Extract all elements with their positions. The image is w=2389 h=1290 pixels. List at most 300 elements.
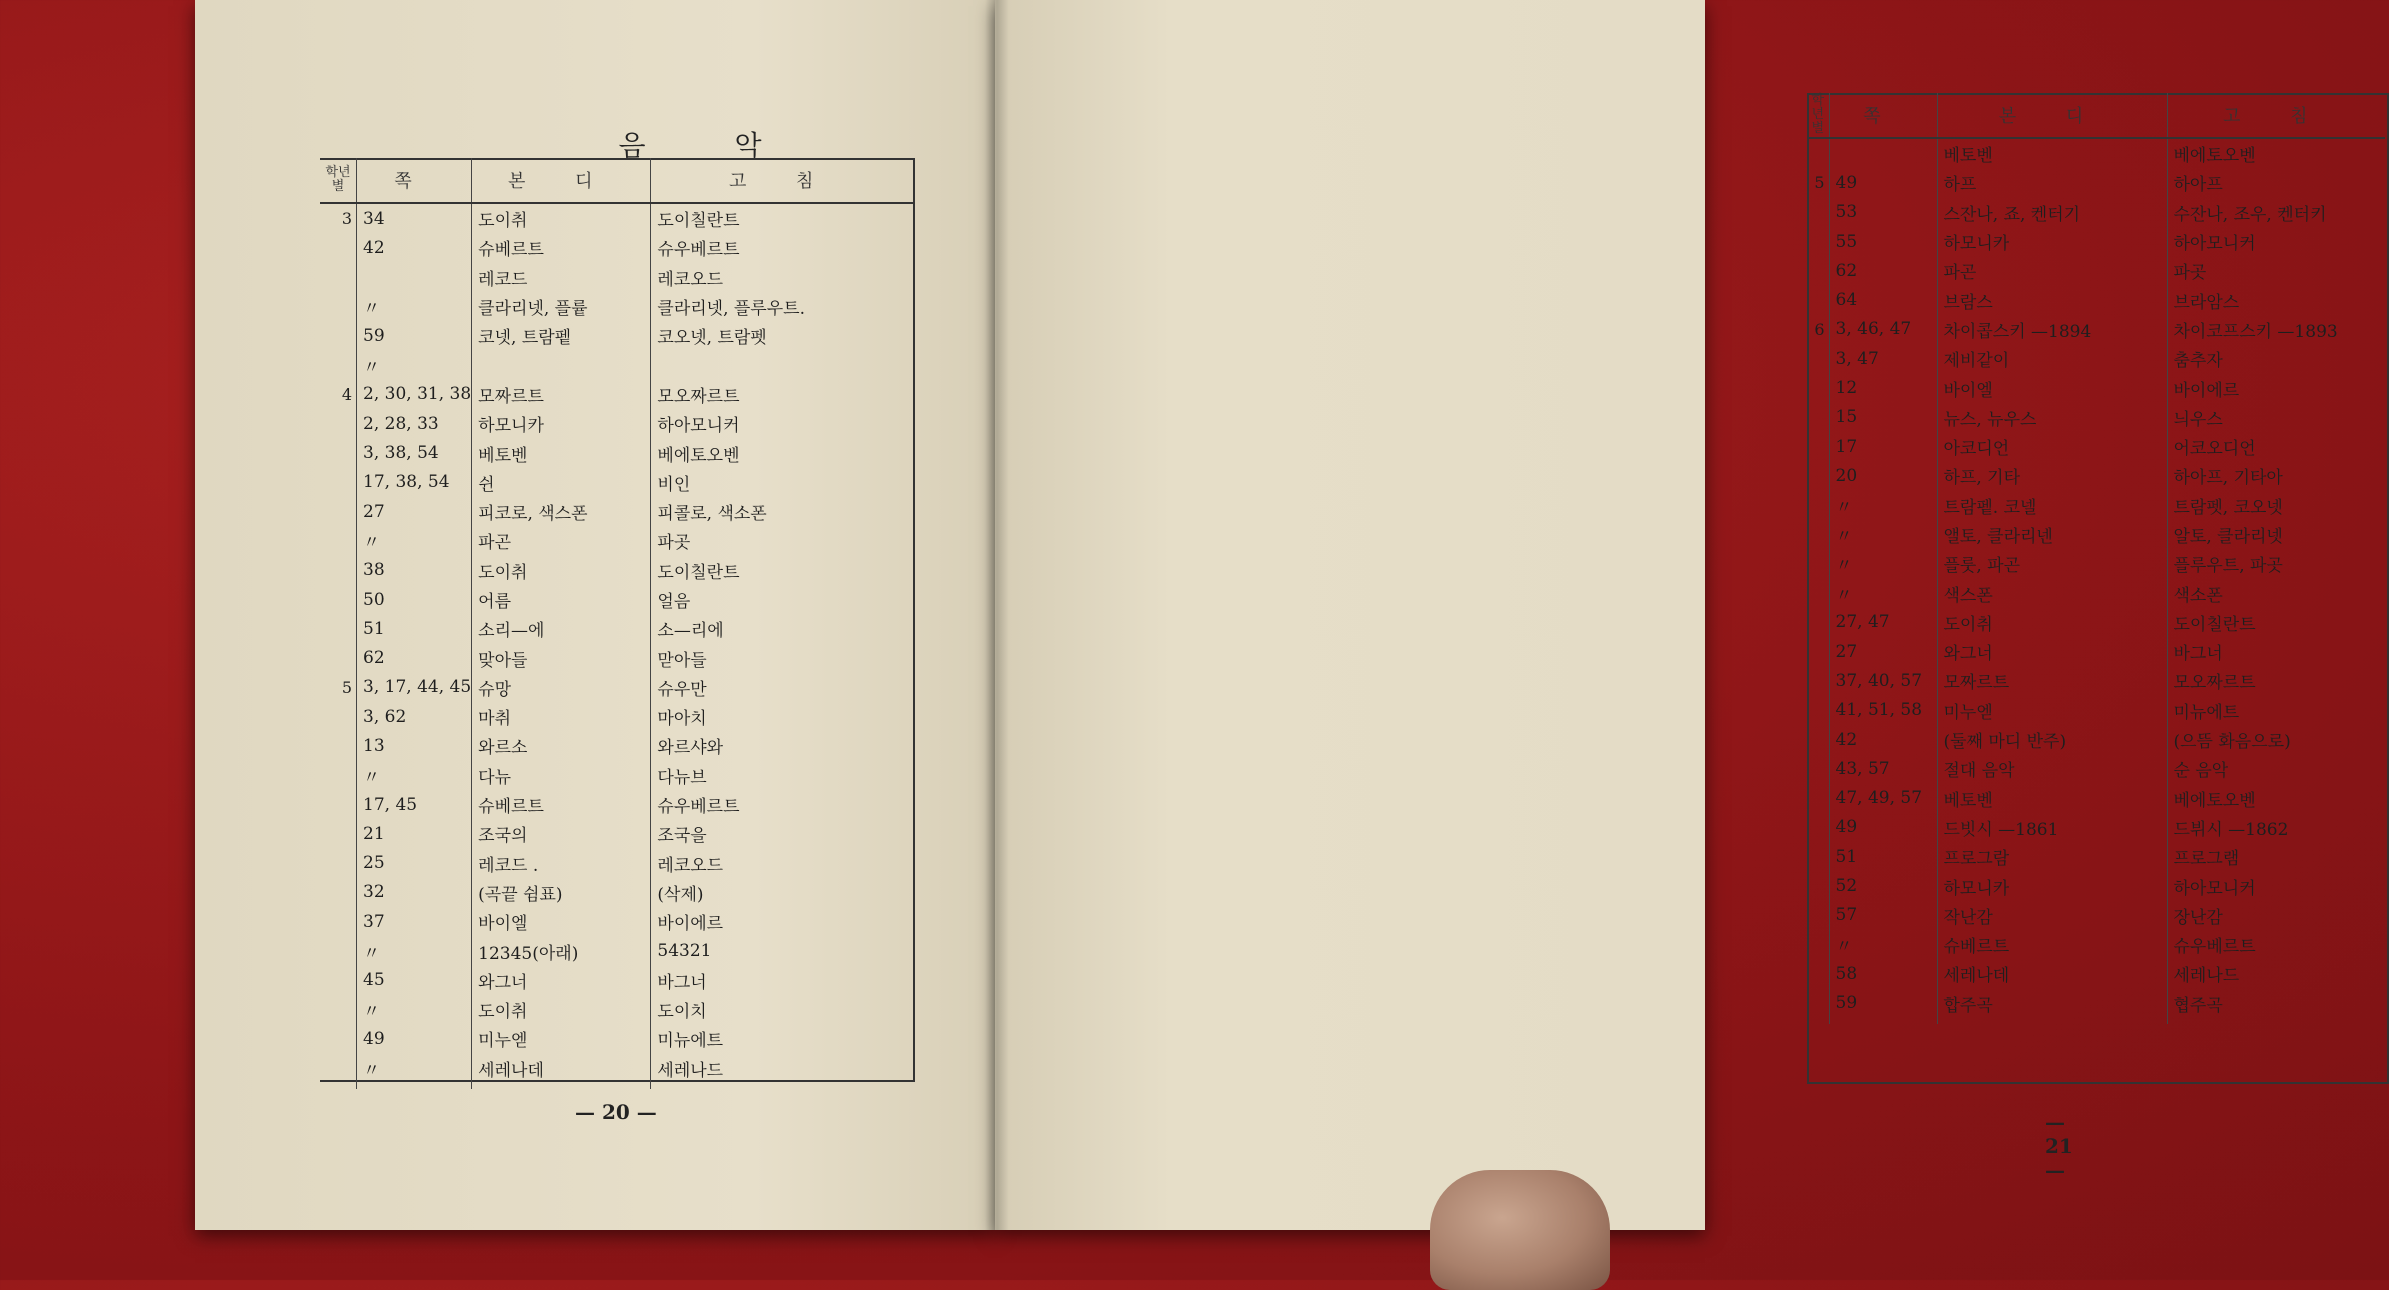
table-row bbox=[1807, 930, 2385, 959]
table-row bbox=[1807, 696, 2385, 725]
table-row bbox=[1807, 989, 2385, 1024]
original-cell: 하모니카 bbox=[1937, 227, 2167, 256]
corrected-cell: 장난감 bbox=[2167, 901, 2385, 930]
grade-cell bbox=[320, 790, 357, 819]
grade-cell bbox=[1807, 373, 1829, 402]
corrected-cell: 비인 bbox=[651, 468, 913, 497]
page-cell: 37, 40, 57 bbox=[1829, 666, 1937, 695]
corrected-cell: 코오넷, 트람펫 bbox=[651, 321, 913, 350]
page-cell: 〃 bbox=[1829, 578, 1937, 607]
grade-cell bbox=[320, 761, 357, 790]
right-page bbox=[995, 0, 2338, 1230]
grade-cell bbox=[1807, 227, 1829, 256]
page-cell: 〃 bbox=[1829, 930, 1937, 959]
grade-cell bbox=[1807, 842, 1829, 871]
corrected-cell: 마아치 bbox=[651, 702, 913, 731]
page-cell: 〃 bbox=[1829, 549, 1937, 578]
grade-cell bbox=[320, 936, 357, 965]
corrected-cell: 파곳 bbox=[2167, 256, 2385, 285]
table-row bbox=[320, 526, 913, 555]
original-cell: 와그너 bbox=[472, 966, 651, 995]
grade-cell bbox=[1807, 725, 1829, 754]
grade-cell bbox=[1807, 959, 1829, 988]
page-cell: 27, 47 bbox=[1829, 608, 1937, 637]
original-cell: 코넷, 트람펱 bbox=[472, 321, 651, 350]
grade-cell: 5 bbox=[1814, 173, 1825, 193]
original-cell: 조국의 bbox=[472, 819, 651, 848]
grade-cell bbox=[320, 233, 357, 262]
corrected-cell: 협주곡 bbox=[2167, 989, 2385, 1024]
table-row bbox=[320, 233, 913, 262]
left-page bbox=[195, 0, 995, 1230]
grade-cell: 4 bbox=[341, 384, 353, 404]
page-cell: 〃 bbox=[1829, 491, 1937, 520]
table-body bbox=[320, 203, 913, 1089]
table-row bbox=[1807, 813, 2385, 842]
original-cell: 슈베르트 bbox=[472, 790, 651, 819]
page-cell: 21 bbox=[357, 819, 472, 848]
table-row bbox=[320, 438, 913, 467]
original-cell bbox=[472, 350, 651, 379]
table-row bbox=[320, 497, 913, 526]
page-cell: 55 bbox=[1829, 227, 1937, 256]
original-cell: 와그너 bbox=[1937, 637, 2167, 666]
original-cell: 절대 음악 bbox=[1937, 754, 2167, 783]
original-cell: 베토벤 bbox=[1937, 784, 2167, 813]
corrected-cell: 트람펫, 코오넷 bbox=[2167, 491, 2385, 520]
table-row bbox=[1807, 608, 2385, 637]
corrected-cell: 하아모니커 bbox=[2167, 227, 2385, 256]
grade-cell bbox=[1807, 901, 1829, 930]
page-cell: 3, 38, 54 bbox=[357, 438, 472, 467]
table-row bbox=[320, 995, 913, 1024]
corrected-cell: 순 음악 bbox=[2167, 754, 2385, 783]
table-row bbox=[1807, 373, 2385, 402]
grade-cell bbox=[1807, 930, 1829, 959]
original-cell: 바이엘 bbox=[472, 907, 651, 936]
page-cell: 58 bbox=[1829, 959, 1937, 988]
grade-cell bbox=[320, 966, 357, 995]
grade-cell bbox=[320, 526, 357, 555]
corrected-cell bbox=[651, 350, 913, 379]
grade-cell bbox=[1807, 138, 1829, 168]
page-cell: 62 bbox=[1829, 256, 1937, 285]
page-cell: 25 bbox=[357, 849, 472, 878]
grade-cell bbox=[320, 585, 357, 614]
thumb bbox=[1430, 1170, 1610, 1290]
original-cell: 슈베르트 bbox=[472, 233, 651, 262]
original-cell: 모짜르트 bbox=[1937, 666, 2167, 695]
original-cell: 작난감 bbox=[1937, 901, 2167, 930]
errata-table-left bbox=[320, 158, 913, 1089]
original-cell: (곡끝 쉼표) bbox=[472, 878, 651, 907]
table-body bbox=[1807, 138, 2385, 1024]
grade-cell: 6 bbox=[1814, 319, 1825, 339]
table-row bbox=[1807, 637, 2385, 666]
original-cell: 도이취 bbox=[472, 203, 651, 233]
original-cell: 다뉴 bbox=[472, 761, 651, 790]
table-row bbox=[1807, 432, 2385, 461]
corrected-cell: 피콜로, 색소폰 bbox=[651, 497, 913, 526]
original-cell: 트람펱. 코넬 bbox=[1937, 491, 2167, 520]
original-cell: 뉴스, 뉴우스 bbox=[1937, 403, 2167, 432]
table-row bbox=[320, 907, 913, 936]
page-cell: 〃 bbox=[357, 761, 472, 790]
grade-cell bbox=[320, 878, 357, 907]
corrected-cell: 하아프, 기타아 bbox=[2167, 461, 2385, 490]
corrected-cell: 레코오드 bbox=[651, 849, 913, 878]
table-row bbox=[320, 263, 913, 292]
original-cell: 앨토, 클라리넨 bbox=[1937, 520, 2167, 549]
table-row bbox=[1807, 403, 2385, 432]
table-row bbox=[320, 1054, 913, 1089]
page-cell: 3, 46, 47 bbox=[1829, 315, 1937, 344]
page-cell: 20 bbox=[1829, 461, 1937, 490]
page-cell: 57 bbox=[1829, 901, 1937, 930]
grade-cell bbox=[320, 350, 357, 379]
grade-cell bbox=[1807, 637, 1829, 666]
page-cell: 〃 bbox=[357, 292, 472, 321]
table-row bbox=[1807, 666, 2385, 695]
page-cell: 45 bbox=[357, 966, 472, 995]
grade-cell bbox=[320, 497, 357, 526]
page-cell: 50 bbox=[357, 585, 472, 614]
table-row bbox=[320, 614, 913, 643]
grade-cell bbox=[320, 1024, 357, 1053]
original-cell: 어름 bbox=[472, 585, 651, 614]
corrected-cell: 미뉴에트 bbox=[2167, 696, 2385, 725]
corrected-cell: 도이칠란트 bbox=[651, 203, 913, 233]
corrected-cell: 조국을 bbox=[651, 819, 913, 848]
table-row bbox=[1807, 256, 2385, 285]
grade-cell bbox=[1807, 813, 1829, 842]
corrected-cell: 와르샤와 bbox=[651, 731, 913, 760]
original-cell: 하프, 기타 bbox=[1937, 461, 2167, 490]
corrected-cell: 세레나드 bbox=[2167, 959, 2385, 988]
original-cell: 와르소 bbox=[472, 731, 651, 760]
original-cell: 클라리넷, 플륱 bbox=[472, 292, 651, 321]
grade-cell bbox=[320, 907, 357, 936]
corrected-cell: 알토, 클라리넷 bbox=[2167, 520, 2385, 549]
page-cell: 〃 bbox=[357, 995, 472, 1024]
corrected-cell: 세레나드 bbox=[651, 1054, 913, 1089]
errata-table-right bbox=[1807, 93, 2385, 1024]
corrected-cell: 얼음 bbox=[651, 585, 913, 614]
header-original: 본 디 bbox=[1937, 93, 2167, 138]
grade-cell bbox=[1807, 871, 1829, 900]
table-row bbox=[320, 966, 913, 995]
corrected-cell: 브라암스 bbox=[2167, 285, 2385, 314]
grade-cell bbox=[1807, 256, 1829, 285]
original-cell: 세레나데 bbox=[472, 1054, 651, 1089]
original-cell: 슈베르트 bbox=[1937, 930, 2167, 959]
grade-cell bbox=[320, 292, 357, 321]
corrected-cell: 슈우만 bbox=[651, 673, 913, 702]
header-grade: 학년 별 bbox=[320, 158, 357, 203]
original-cell: 제비같이 bbox=[1937, 344, 2167, 373]
corrected-cell: 베에토오벤 bbox=[2167, 784, 2385, 813]
original-cell: 차이콥스키 —1894 bbox=[1937, 315, 2167, 344]
original-cell: 브람스 bbox=[1937, 285, 2167, 314]
table-row bbox=[320, 409, 913, 438]
page-cell: 12 bbox=[1829, 373, 1937, 402]
table-row bbox=[1807, 198, 2385, 227]
grade-cell bbox=[320, 819, 357, 848]
page-cell bbox=[357, 263, 472, 292]
grade-cell bbox=[320, 849, 357, 878]
corrected-cell: 다뉴브 bbox=[651, 761, 913, 790]
page-cell: 17 bbox=[1829, 432, 1937, 461]
table-row bbox=[1807, 578, 2385, 607]
open-book bbox=[195, 0, 2338, 1240]
corrected-cell: 파곳 bbox=[651, 526, 913, 555]
page-cell: 〃 bbox=[357, 350, 472, 379]
table-row bbox=[1807, 227, 2385, 256]
original-cell: 레코드 . bbox=[472, 849, 651, 878]
table-row bbox=[320, 380, 913, 409]
table-row bbox=[1807, 491, 2385, 520]
corrected-cell: 레코오드 bbox=[651, 263, 913, 292]
corrected-cell: 늬우스 bbox=[2167, 403, 2385, 432]
table-row bbox=[320, 292, 913, 321]
page-cell: 2, 28, 33 bbox=[357, 409, 472, 438]
original-cell: 플룻, 파곤 bbox=[1937, 549, 2167, 578]
table-row bbox=[1807, 285, 2385, 314]
corrected-cell: 하아모니커 bbox=[2167, 871, 2385, 900]
grade-cell bbox=[320, 702, 357, 731]
table-row bbox=[320, 761, 913, 790]
header-page: 쪽 bbox=[1829, 93, 1937, 138]
corrected-cell: 차이코프스키 —1893 bbox=[2167, 315, 2385, 344]
grade-cell bbox=[1807, 989, 1829, 1024]
page-cell: 51 bbox=[357, 614, 472, 643]
page-cell: 49 bbox=[1829, 168, 1937, 197]
original-cell: 마취 bbox=[472, 702, 651, 731]
page-cell: 〃 bbox=[1829, 520, 1937, 549]
corrected-cell: 드뷔시 —1862 bbox=[2167, 813, 2385, 842]
header-page: 쪽 bbox=[357, 158, 472, 203]
page-cell: 2, 30, 31, 38 bbox=[357, 380, 472, 409]
original-cell: 파곤 bbox=[472, 526, 651, 555]
corrected-cell: 어코오디언 bbox=[2167, 432, 2385, 461]
original-cell: 색스폰 bbox=[1937, 578, 2167, 607]
grade-cell bbox=[320, 409, 357, 438]
corrected-cell: 하아프 bbox=[2167, 168, 2385, 197]
page-cell bbox=[1829, 138, 1937, 168]
original-cell: 프로그람 bbox=[1937, 842, 2167, 871]
original-cell: 드빗시 —1861 bbox=[1937, 813, 2167, 842]
grade-cell bbox=[1807, 754, 1829, 783]
page-cell: 27 bbox=[1829, 637, 1937, 666]
book-gutter bbox=[985, 0, 1009, 1230]
original-cell: 쉰 bbox=[472, 468, 651, 497]
corrected-cell: 수잔나, 조우, 켄터키 bbox=[2167, 198, 2385, 227]
table-row bbox=[1807, 754, 2385, 783]
corrected-cell: 바이에르 bbox=[651, 907, 913, 936]
grade-cell bbox=[1807, 432, 1829, 461]
page-number: — 20 — bbox=[575, 1100, 657, 1124]
grade-cell bbox=[1807, 344, 1829, 373]
original-cell: (둘째 마디 반주) bbox=[1937, 725, 2167, 754]
original-cell: 하프 bbox=[1937, 168, 2167, 197]
header-grade: 학년 별 bbox=[1807, 93, 1829, 138]
table-row bbox=[1807, 871, 2385, 900]
table-row bbox=[1807, 725, 2385, 754]
table-row bbox=[1807, 784, 2385, 813]
page-cell: 34 bbox=[357, 203, 472, 233]
table-row bbox=[1807, 138, 2385, 168]
original-cell: 세레나데 bbox=[1937, 959, 2167, 988]
original-cell: 맞아들 bbox=[472, 643, 651, 672]
grade-cell bbox=[320, 1054, 357, 1089]
table-row bbox=[1807, 461, 2385, 490]
original-cell: 파곤 bbox=[1937, 256, 2167, 285]
table-row bbox=[320, 878, 913, 907]
grade-cell bbox=[1807, 461, 1829, 490]
page-cell: 〃 bbox=[357, 936, 472, 965]
page-cell: 43, 57 bbox=[1829, 754, 1937, 783]
corrected-cell: (삭제) bbox=[651, 878, 913, 907]
corrected-cell: 모오짜르트 bbox=[651, 380, 913, 409]
corrected-cell: 슈우베르트 bbox=[2167, 930, 2385, 959]
grade-cell bbox=[1807, 784, 1829, 813]
corrected-cell: 54321 bbox=[651, 936, 913, 965]
grade-cell bbox=[320, 321, 357, 350]
corrected-cell: 베에토오벤 bbox=[2167, 138, 2385, 168]
page-cell: 62 bbox=[357, 643, 472, 672]
page-title: 음 악 bbox=[618, 129, 802, 162]
original-cell: 모짜르트 bbox=[472, 380, 651, 409]
table-row bbox=[1807, 842, 2385, 871]
table-row bbox=[320, 643, 913, 672]
grade-cell bbox=[320, 643, 357, 672]
corrected-cell: 모오짜르트 bbox=[2167, 666, 2385, 695]
original-cell: 피코로, 색스폰 bbox=[472, 497, 651, 526]
grade-cell bbox=[1807, 549, 1829, 578]
page-cell: 17, 45 bbox=[357, 790, 472, 819]
original-cell: 하모니카 bbox=[1937, 871, 2167, 900]
header-corrected: 고 침 bbox=[651, 158, 913, 203]
table-row bbox=[320, 585, 913, 614]
table-row bbox=[320, 350, 913, 379]
corrected-cell: 하아모니커 bbox=[651, 409, 913, 438]
table-row bbox=[320, 321, 913, 350]
corrected-cell: 도이칠란트 bbox=[651, 556, 913, 585]
grade-cell bbox=[1807, 696, 1829, 725]
corrected-cell: 도이칠란트 bbox=[2167, 608, 2385, 637]
table-row bbox=[1807, 959, 2385, 988]
page-cell: 59 bbox=[357, 321, 472, 350]
grade-cell bbox=[1807, 491, 1829, 520]
corrected-cell: 베에토오벤 bbox=[651, 438, 913, 467]
table-row bbox=[320, 702, 913, 731]
page-cell: 52 bbox=[1829, 871, 1937, 900]
corrected-cell: 바이에르 bbox=[2167, 373, 2385, 402]
table-row bbox=[320, 790, 913, 819]
table-row bbox=[320, 468, 913, 497]
table-row bbox=[320, 731, 913, 760]
corrected-cell: 클라리넷, 플루우트. bbox=[651, 292, 913, 321]
page-cell: 42 bbox=[357, 233, 472, 262]
grade-cell bbox=[1807, 520, 1829, 549]
table-row bbox=[1807, 315, 2385, 344]
corrected-cell: 춤추자 bbox=[2167, 344, 2385, 373]
corrected-cell: 바그너 bbox=[2167, 637, 2385, 666]
page-cell: 42 bbox=[1829, 725, 1937, 754]
page-cell: 27 bbox=[357, 497, 472, 526]
page-cell: 47, 49, 57 bbox=[1829, 784, 1937, 813]
grade-cell bbox=[320, 995, 357, 1024]
corrected-cell: 소—리에 bbox=[651, 614, 913, 643]
original-cell: 베토벤 bbox=[472, 438, 651, 467]
grade-cell bbox=[320, 438, 357, 467]
original-cell: 미누엗 bbox=[472, 1024, 651, 1053]
original-cell: 미누엗 bbox=[1937, 696, 2167, 725]
corrected-cell: 미뉴에트 bbox=[651, 1024, 913, 1053]
original-cell: 소리—에 bbox=[472, 614, 651, 643]
original-cell: 합주곡 bbox=[1937, 989, 2167, 1024]
page-cell: 17, 38, 54 bbox=[357, 468, 472, 497]
page-cell: 〃 bbox=[357, 1054, 472, 1089]
table-row bbox=[1807, 549, 2385, 578]
grade-cell bbox=[320, 263, 357, 292]
page-cell: 3, 47 bbox=[1829, 344, 1937, 373]
page-cell: 51 bbox=[1829, 842, 1937, 871]
original-cell: 바이엘 bbox=[1937, 373, 2167, 402]
table-row bbox=[320, 673, 913, 702]
page-cell: 64 bbox=[1829, 285, 1937, 314]
grade-cell bbox=[320, 614, 357, 643]
page-cell: 3, 62 bbox=[357, 702, 472, 731]
page-cell: 59 bbox=[1829, 989, 1937, 1024]
corrected-cell: 프로그램 bbox=[2167, 842, 2385, 871]
page-cell: 15 bbox=[1829, 403, 1937, 432]
page-cell: 41, 51, 58 bbox=[1829, 696, 1937, 725]
table-row bbox=[320, 1024, 913, 1053]
page-cell: 49 bbox=[357, 1024, 472, 1053]
table-row bbox=[320, 936, 913, 965]
grade-cell bbox=[1807, 198, 1829, 227]
grade-cell bbox=[1807, 285, 1829, 314]
page-cell: 49 bbox=[1829, 813, 1937, 842]
corrected-cell: 바그너 bbox=[651, 966, 913, 995]
original-cell: 슈망 bbox=[472, 673, 651, 702]
grade-cell: 5 bbox=[341, 677, 353, 697]
table-row bbox=[1807, 520, 2385, 549]
page-cell: 37 bbox=[357, 907, 472, 936]
page-cell: 13 bbox=[357, 731, 472, 760]
original-cell: 도이취 bbox=[472, 995, 651, 1024]
header-corrected: 고 침 bbox=[2167, 93, 2385, 138]
page-cell: 38 bbox=[357, 556, 472, 585]
grade-cell bbox=[320, 468, 357, 497]
grade-cell bbox=[1807, 608, 1829, 637]
page-number: — 21 — bbox=[2045, 1110, 2073, 1182]
original-cell: 하모니카 bbox=[472, 409, 651, 438]
table-row bbox=[320, 819, 913, 848]
grade-cell bbox=[1807, 403, 1829, 432]
page-cell: 53 bbox=[1829, 198, 1937, 227]
corrected-cell: 슈우베르트 bbox=[651, 233, 913, 262]
corrected-cell: 플루우트, 파곳 bbox=[2167, 549, 2385, 578]
header-original: 본 디 bbox=[472, 158, 651, 203]
table-row bbox=[320, 849, 913, 878]
table-row bbox=[320, 203, 913, 233]
table-row bbox=[320, 556, 913, 585]
original-cell: 스잔나, 죠, 켄터기 bbox=[1937, 198, 2167, 227]
table-row bbox=[1807, 168, 2385, 197]
original-cell: 도이취 bbox=[1937, 608, 2167, 637]
